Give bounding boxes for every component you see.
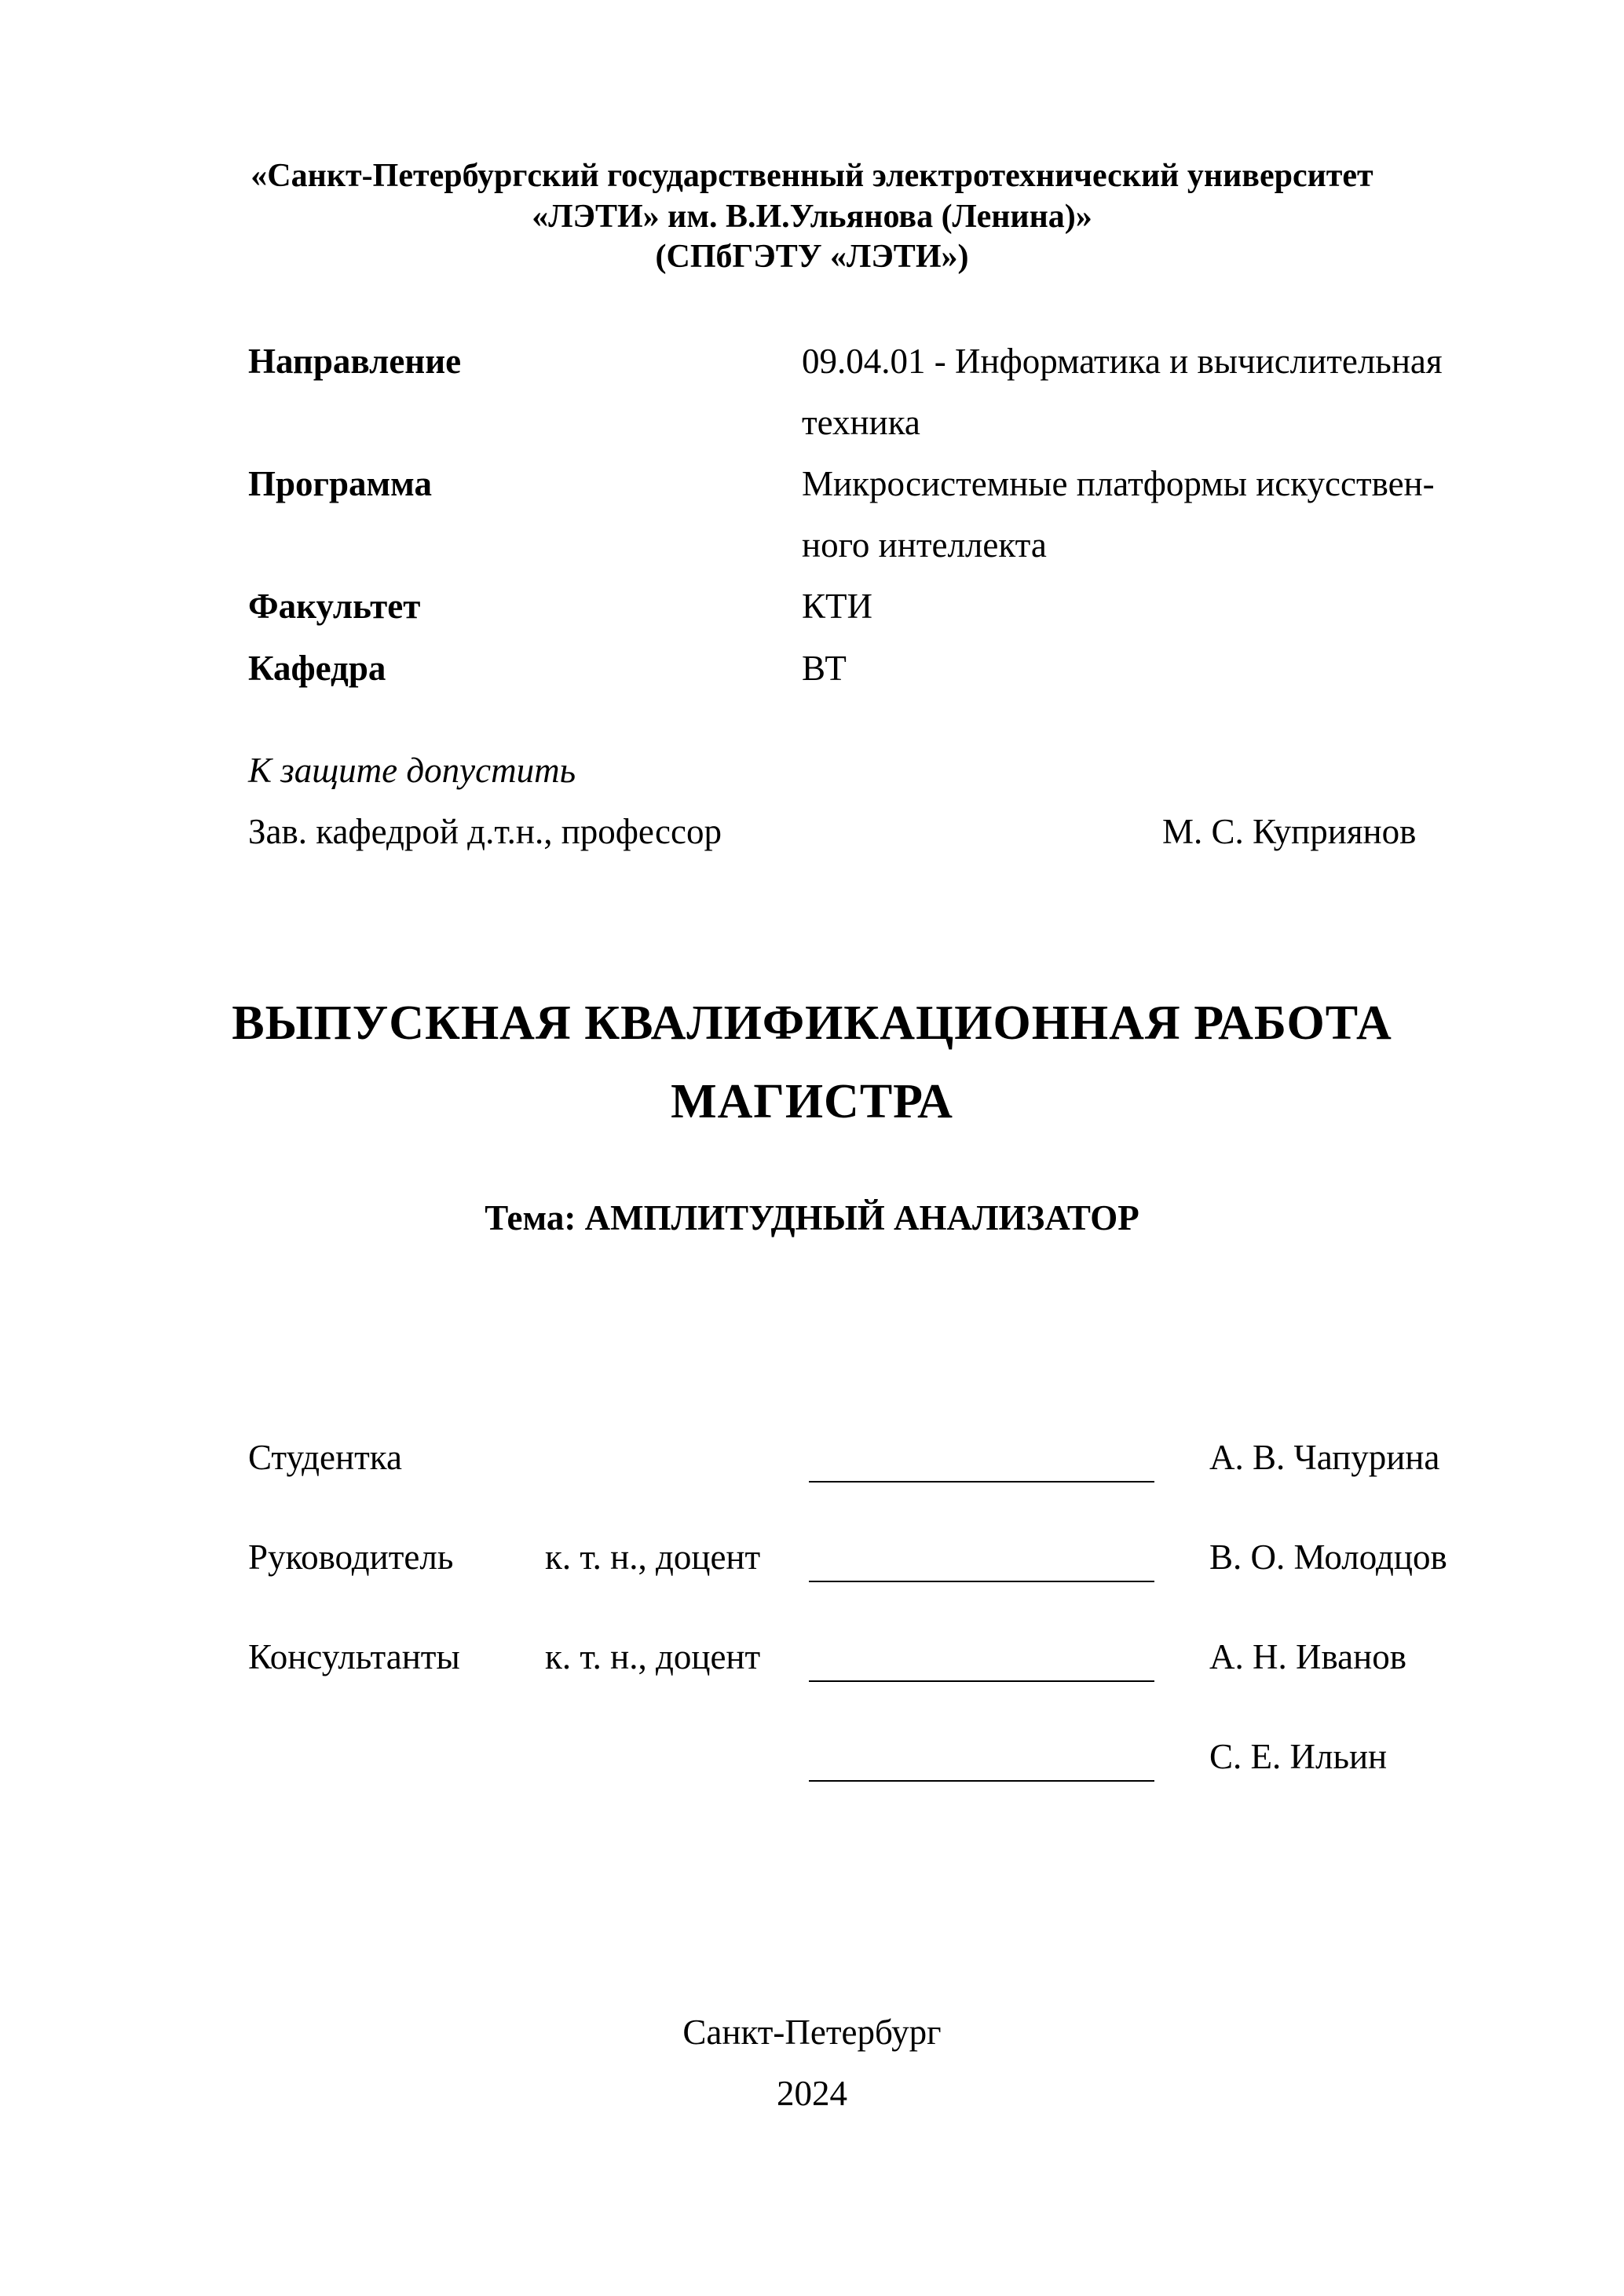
signature-line-consultant-2: [809, 1780, 1154, 1782]
signature-degree-consultant: к. т. н., доцент: [545, 1637, 761, 1676]
direction-label: Направление: [248, 342, 462, 381]
footer-year: 2024: [777, 2074, 847, 2113]
approval-note: К защите допустить: [248, 751, 576, 790]
signature-role-student: Студентка: [248, 1438, 402, 1477]
signature-line-supervisor: [809, 1581, 1154, 1582]
program-label: Программа: [248, 464, 432, 503]
signature-role-supervisor: Руководитель: [248, 1537, 454, 1577]
department-label: Кафедра: [248, 649, 386, 688]
signature-line-consultant-1: [809, 1680, 1154, 1682]
university-name-line1: «Санкт-Петербургский государственный электротехнический университет: [251, 158, 1373, 194]
signature-degree-supervisor: к. т. н., доцент: [545, 1537, 761, 1577]
program-value-line1: Микросистемные платформы искусствен-: [802, 464, 1435, 503]
thesis-title-line1: ВЫПУСКНАЯ КВАЛИФИКАЦИОННАЯ РАБОТА: [232, 996, 1392, 1050]
footer-city: Санкт-Петербург: [682, 2013, 942, 2052]
faculty-value: КТИ: [802, 587, 872, 626]
direction-value-line1: 09.04.01 - Информатика и вычислительная: [802, 342, 1443, 381]
program-value-line2: ного интеллекта: [802, 525, 1047, 565]
approval-name: М. С. Куприянов: [1162, 812, 1417, 851]
thesis-title-line2: МАГИСТРА: [671, 1075, 953, 1128]
signature-name-consultant-1: А. Н. Иванов: [1209, 1637, 1406, 1676]
signature-name-supervisor: В. О. Молодцов: [1209, 1537, 1447, 1577]
approval-position: Зав. кафедрой д.т.н., профессор: [248, 812, 722, 851]
faculty-label: Факультет: [248, 587, 421, 626]
university-name-line2: «ЛЭТИ» им. В.И.Ульянова (Ленина)»: [532, 199, 1092, 235]
department-value: ВТ: [802, 649, 847, 688]
direction-value-line2: техника: [802, 403, 920, 442]
signature-name-student: А. В. Чапурина: [1209, 1438, 1440, 1477]
signature-role-consultants: Консультанты: [248, 1637, 460, 1676]
signature-line-student: [809, 1481, 1154, 1483]
signature-name-consultant-2: С. Е. Ильин: [1209, 1737, 1388, 1776]
university-abbreviation: (СПбГЭТУ «ЛЭТИ»): [655, 239, 969, 275]
thesis-theme: Тема: АМПЛИТУДНЫЙ АНАЛИЗАТОР: [485, 1198, 1139, 1238]
